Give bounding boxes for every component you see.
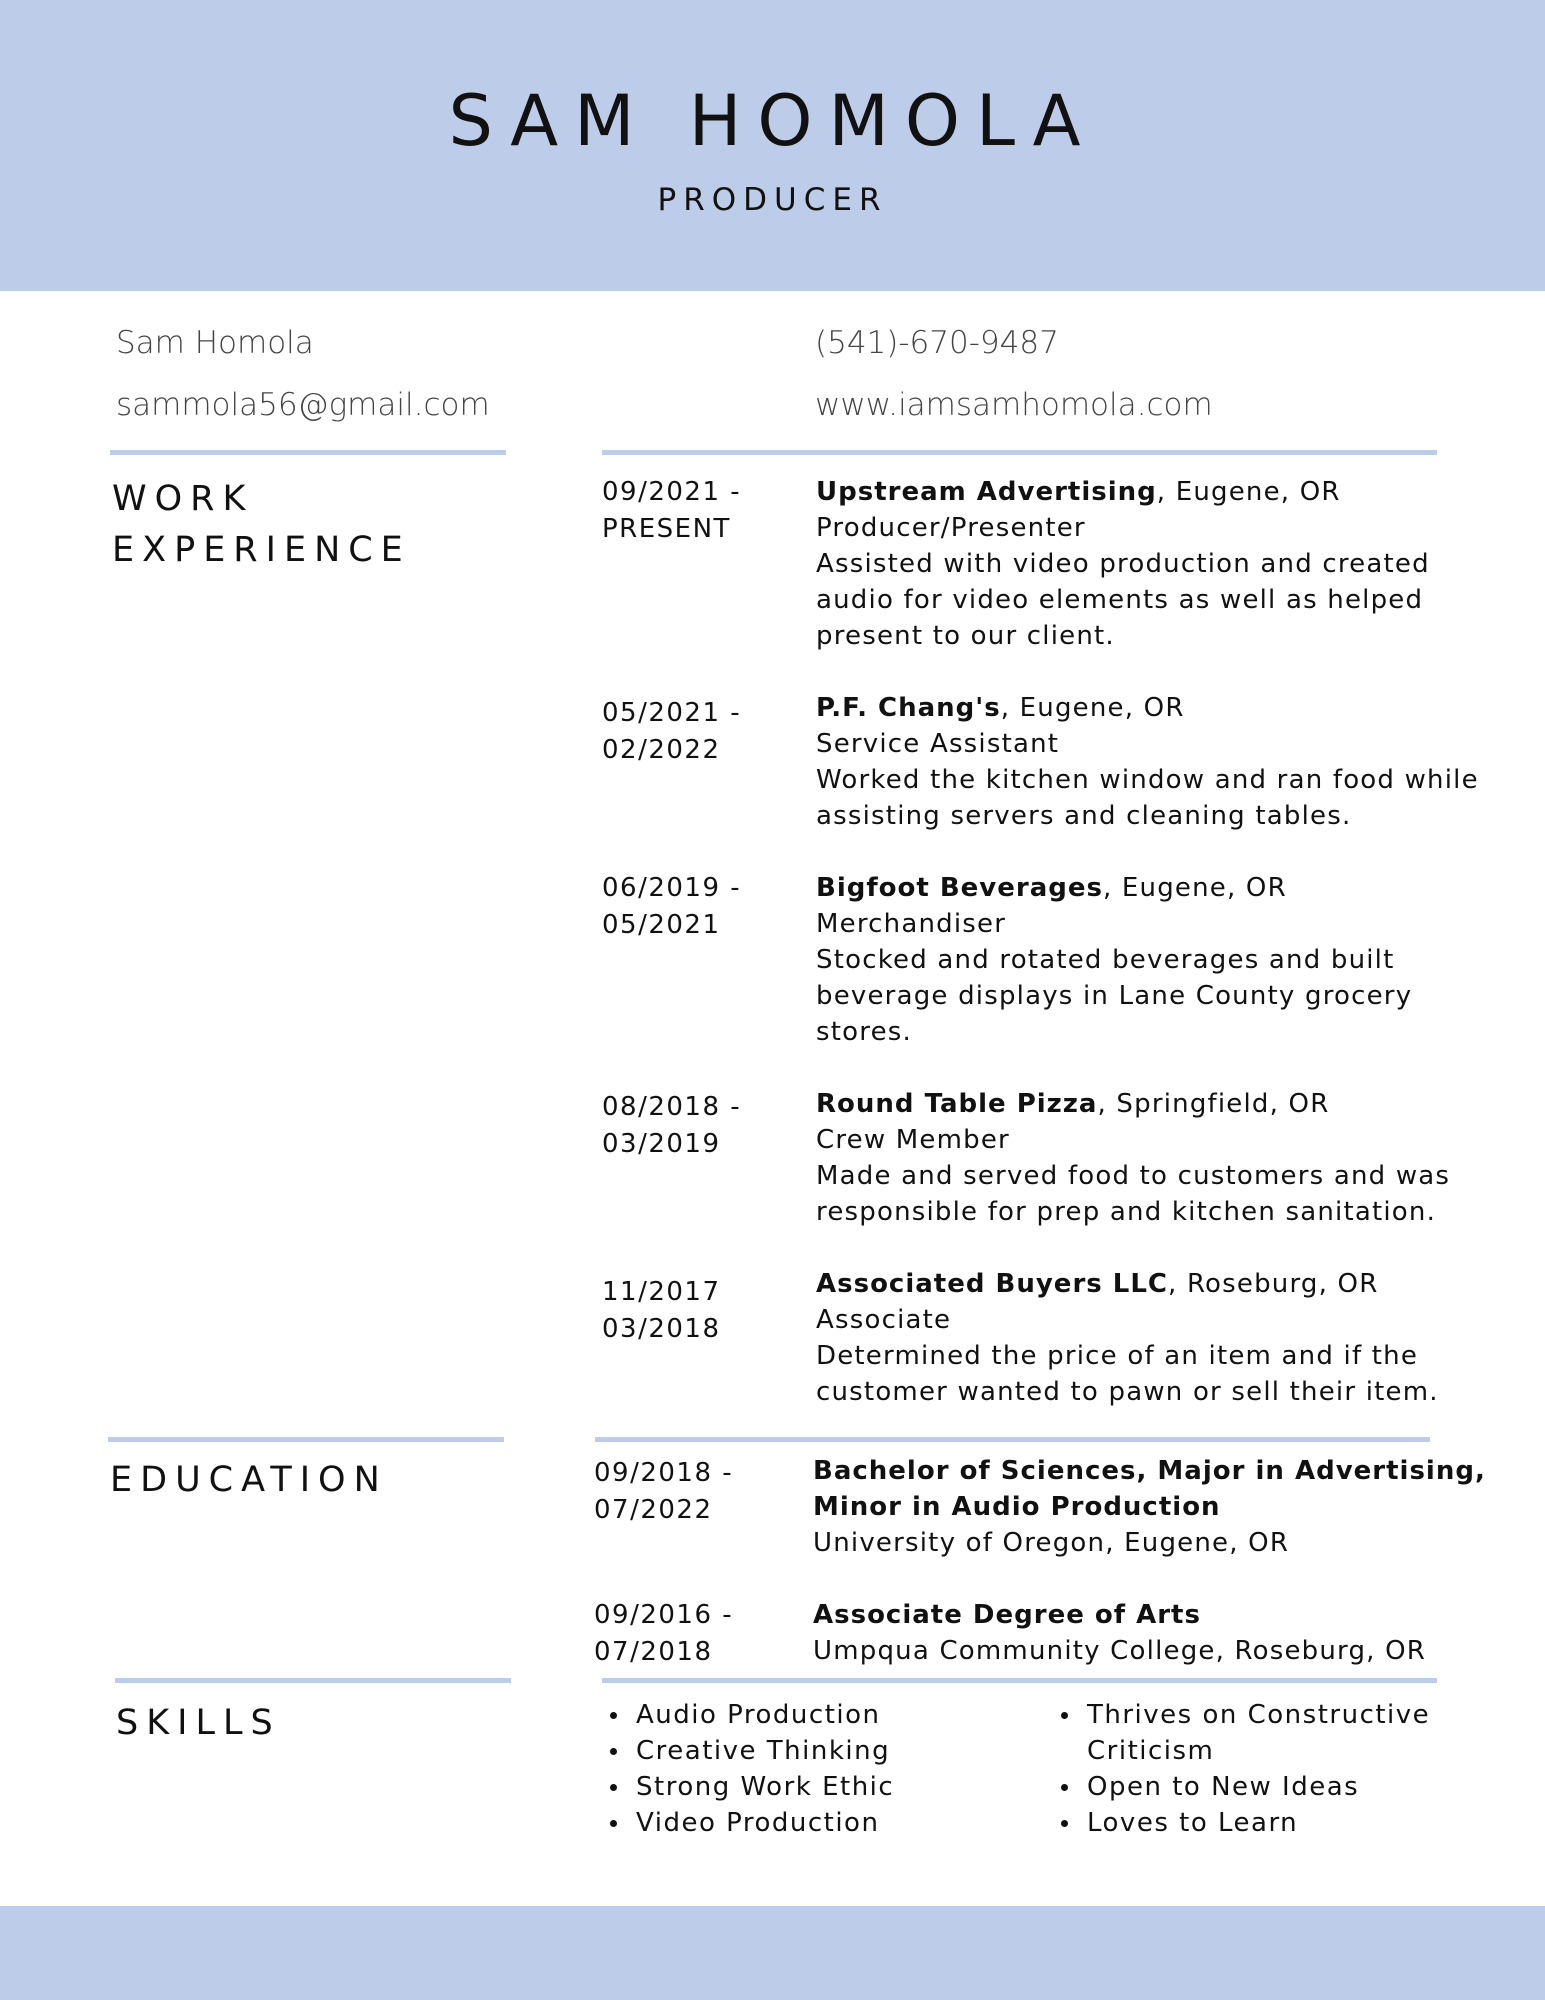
job-description-line: Determined the price of an item and if the bbox=[816, 1341, 1419, 1371]
job-title: Producer/Presenter bbox=[816, 513, 1086, 543]
skill-item: Loves to Learn bbox=[1053, 1805, 1430, 1841]
work-entry bbox=[816, 474, 1456, 654]
job-description-line: audio for video elements as well as helped bbox=[816, 585, 1424, 615]
divider-education-left bbox=[108, 1437, 504, 1442]
skill-item: Open to New Ideas bbox=[1053, 1769, 1430, 1805]
company-location: , Springfield, OR bbox=[1097, 1089, 1330, 1119]
divider-work-left bbox=[110, 450, 506, 455]
skill-item: Strong Work Ethic bbox=[602, 1769, 894, 1805]
company-location: , Roseburg, OR bbox=[1168, 1269, 1379, 1299]
education-date bbox=[594, 1597, 733, 1671]
job-description-line: Stocked and rotated beverages and built bbox=[816, 945, 1395, 975]
date-end: PRESENT bbox=[602, 514, 731, 544]
education-date bbox=[594, 1455, 733, 1529]
company-name: Associated Buyers LLC bbox=[816, 1269, 1169, 1299]
company-location: , Eugene, OR bbox=[1156, 477, 1341, 507]
school-name: University of Oregon, Eugene, OR bbox=[813, 1528, 1290, 1558]
date-end: 02/2022 bbox=[602, 735, 721, 765]
date-end: 07/2022 bbox=[594, 1495, 713, 1525]
section-title-skills: SKILLS bbox=[116, 1703, 281, 1743]
job-description-line: Made and served food to customers and was bbox=[816, 1161, 1451, 1191]
work-heading bbox=[816, 690, 1456, 726]
work-date bbox=[602, 870, 741, 944]
date-end: 03/2019 bbox=[602, 1129, 721, 1159]
job-description-line: assisting servers and cleaning tables. bbox=[816, 801, 1352, 831]
date-end: 07/2018 bbox=[594, 1637, 713, 1667]
date-start: 08/2018 - bbox=[602, 1092, 742, 1122]
contact-website: www.iamsamhomola.com bbox=[815, 387, 1213, 423]
education-entry bbox=[813, 1597, 1473, 1669]
job-description-line: Worked the kitchen window and ran food while bbox=[816, 765, 1479, 795]
work-heading bbox=[816, 474, 1456, 510]
work-date bbox=[602, 1274, 721, 1348]
contact-email: sammola56@gmail.com bbox=[116, 387, 490, 423]
work-entry bbox=[816, 690, 1479, 834]
company-location: , Eugene, OR bbox=[1000, 693, 1185, 723]
job-title: Crew Member bbox=[816, 1125, 1010, 1155]
education-entry bbox=[813, 1453, 1486, 1561]
skill-item: Creative Thinking bbox=[602, 1733, 894, 1769]
contact-phone: (541)-670-9487 bbox=[815, 325, 1059, 361]
company-location: , Eugene, OR bbox=[1102, 873, 1287, 903]
job-description-line: responsible for prep and kitchen sanitation. bbox=[816, 1197, 1437, 1227]
date-start: 09/2018 - bbox=[594, 1458, 734, 1488]
divider-skills-right bbox=[602, 1678, 1437, 1683]
resume-name: SAM HOMOLA bbox=[448, 80, 1097, 162]
work-heading bbox=[816, 1086, 1456, 1122]
skills-list-right bbox=[1053, 1697, 1430, 1841]
work-heading bbox=[816, 1266, 1456, 1302]
school-name: Umpqua Community College, Roseburg, OR bbox=[813, 1636, 1427, 1666]
footer-band bbox=[0, 1906, 1545, 2000]
divider-skills-left bbox=[115, 1678, 511, 1683]
work-date bbox=[602, 695, 741, 769]
skill-item: Audio Production bbox=[602, 1697, 894, 1733]
work-entry bbox=[816, 870, 1456, 1050]
company-name: P.F. Chang's bbox=[816, 693, 1001, 723]
job-description-line: customer wanted to pawn or sell their item. bbox=[816, 1377, 1439, 1407]
date-start: 11/2017 bbox=[602, 1277, 721, 1307]
skill-item: Video Production bbox=[602, 1805, 894, 1841]
section-title-work-line2: EXPERIENCE bbox=[112, 530, 411, 570]
skill-item-line: Criticism bbox=[1087, 1736, 1215, 1766]
work-date bbox=[602, 474, 741, 548]
date-start: 05/2021 - bbox=[602, 698, 742, 728]
date-start: 09/2021 - bbox=[602, 477, 742, 507]
company-name: Bigfoot Beverages bbox=[816, 873, 1103, 903]
skills-list-left bbox=[602, 1697, 894, 1841]
company-name: Upstream Advertising bbox=[816, 477, 1157, 507]
job-title: Associate bbox=[816, 1305, 952, 1335]
skill-item bbox=[1053, 1697, 1430, 1769]
section-title-education: EDUCATION bbox=[110, 1460, 388, 1500]
work-entry bbox=[816, 1086, 1456, 1230]
degree-name: Associate Degree of Arts bbox=[813, 1600, 1201, 1630]
job-description-line: present to our client. bbox=[816, 621, 1115, 651]
skill-item-line: Thrives on Constructive bbox=[1087, 1700, 1431, 1730]
job-description-line: beverage displays in Lane County grocery bbox=[816, 981, 1413, 1011]
section-title-work bbox=[112, 474, 411, 576]
date-end: 03/2018 bbox=[602, 1314, 721, 1344]
date-end: 05/2021 bbox=[602, 910, 721, 940]
company-name: Round Table Pizza bbox=[816, 1089, 1098, 1119]
work-heading bbox=[816, 870, 1456, 906]
contact-name: Sam Homola bbox=[116, 325, 314, 361]
job-title: Service Assistant bbox=[816, 729, 1060, 759]
work-entry bbox=[816, 1266, 1456, 1410]
job-description-line: stores. bbox=[816, 1017, 912, 1047]
divider-education-right bbox=[595, 1437, 1430, 1442]
degree-name: Bachelor of Sciences, Major in Advertising, bbox=[813, 1456, 1486, 1486]
job-description-line: Assisted with video production and created bbox=[816, 549, 1430, 579]
section-title-work-line1: WORK bbox=[112, 479, 254, 519]
divider-work-right bbox=[602, 450, 1437, 455]
degree-name-cont: Minor in Audio Production bbox=[813, 1492, 1221, 1522]
resume-role: PRODUCER bbox=[657, 182, 888, 218]
work-date bbox=[602, 1089, 741, 1163]
job-title: Merchandiser bbox=[816, 909, 1007, 939]
date-start: 06/2019 - bbox=[602, 873, 742, 903]
date-start: 09/2016 - bbox=[594, 1600, 734, 1630]
